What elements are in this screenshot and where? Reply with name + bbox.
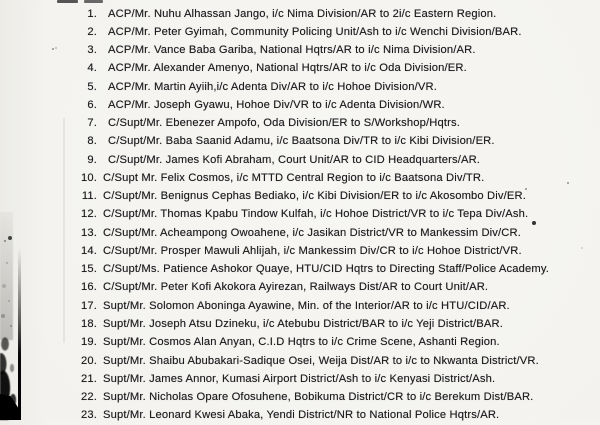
line-text: C/Supt/Mr. James Kofi Abraham, Court Unit/AR to CID Headquarters/AR.: [108, 153, 481, 166]
list-item: [0, 333, 600, 351]
line-number: 12.: [80, 208, 97, 221]
list-item: [0, 78, 600, 96]
list-item: [0, 151, 600, 169]
line-number: 8.: [87, 135, 97, 148]
line-text: Supt/Mr. Solomon Aboninga Ayawine, Min. of the Interior/AR to i/c HTU/CID/AR.: [103, 299, 510, 312]
line-number: 3.: [87, 44, 97, 57]
list-item: [0, 352, 600, 370]
line-text: C/Supt/Mr. Prosper Mawuli Ahlijah, i/c Mankessim Div/CR to i/c Hohoe District/VR.: [103, 244, 522, 257]
list-item: [0, 132, 600, 150]
line-text: Supt/Mr. James Annor, Kumasi Airport District/Ash to i/c Kenyasi District/Ash.: [103, 372, 496, 385]
line-number: 17.: [80, 299, 97, 312]
line-number: 2.: [87, 25, 97, 38]
line-number: 10.: [80, 171, 97, 184]
list-item: [0, 260, 600, 278]
line-number: 11.: [81, 190, 97, 203]
list-item: [0, 96, 600, 114]
line-text: C/Supt/Mr. Peter Kofi Akokora Ayirezan, Railways Dist/AR to Court Unit/AR.: [103, 281, 489, 294]
list-item: [0, 278, 600, 296]
list-item: [0, 187, 600, 205]
line-number: 16.: [80, 281, 97, 294]
list-item: [0, 169, 600, 187]
list-item: [0, 406, 600, 424]
line-text: Supt/Mr. Joseph Atsu Dzineku, i/c Atebubu District/BAR to i/c Yeji District/BAR.: [103, 318, 503, 331]
list-item: [0, 41, 600, 59]
line-text: ACP/Mr. Joseph Gyawu, Hohoe Div/VR to i/c Adenta Division/WR.: [108, 98, 445, 111]
line-text: C/Supt/Mr. Benignus Cephas Bediako, i/c Kibi Division/ER to i/c Akosombo Div/ER.: [103, 190, 527, 203]
line-number: 15.: [80, 263, 97, 276]
line-text: Supt/Mr. Nicholas Opare Ofosuhene, Bobikuma District/CR to i/c Berekum Dist/BAR.: [103, 391, 534, 404]
line-number: 7.: [87, 117, 97, 130]
line-text: C/Supt/Mr. Thomas Kpabu Tindow Kulfah, i/c Hohoe District/VR to i/c Tepa Div/Ash.: [103, 208, 529, 221]
line-text: ACP/Mr. Martin Ayiih,i/c Adenta Div/AR to i/c Hohoe Division/VR.: [108, 80, 437, 93]
list-item: [0, 5, 600, 23]
line-text: C/Supt/Mr. Ebenezer Ampofo, Oda Division/ER to S/Workshop/Hqtrs.: [108, 117, 460, 130]
line-text: C/Supt/Mr. Acheampong Owoahene, i/c Jasikan District/VR to Mankessim Div/CR.: [103, 226, 522, 239]
line-number: 4.: [87, 62, 97, 75]
line-text: Supt/Mr. Leonard Kwesi Abaka, Yendi District/NR to National Police Hqtrs/AR.: [103, 409, 500, 422]
line-number: 1.: [87, 7, 97, 20]
line-number: 18.: [80, 318, 97, 331]
line-number: 22.: [80, 391, 97, 404]
line-text: Supt/Mr. Shaibu Abubakari-Sadique Osei, Weija Dist/AR to i/c to Nkwanta District/VR.: [103, 354, 539, 367]
line-number: 20.: [80, 354, 97, 367]
list-item: [0, 224, 600, 242]
list-item: [0, 370, 600, 388]
line-number: 5.: [87, 80, 97, 93]
line-number: 6.: [87, 98, 97, 111]
list-item: [0, 114, 600, 132]
list-item: [0, 23, 600, 41]
line-text: C/Supt/Ms. Patience Ashokor Quaye, HTU/CID Hqtrs to Directing Staff/Police Academy.: [103, 263, 550, 276]
line-number: 13.: [80, 226, 97, 239]
list-item: [0, 205, 600, 223]
line-number: 21.: [80, 372, 97, 385]
list-item: [0, 297, 600, 315]
line-number: 9.: [87, 153, 97, 166]
list-item: [0, 388, 600, 406]
line-text: C/Supt Mr. Felix Cosmos, i/c MTTD Central Region to i/c Baatsona Div/TR.: [103, 171, 485, 184]
line-text: ACP/Mr. Peter Gyimah, Community Policing Unit/Ash to i/c Wenchi Division/BAR.: [108, 25, 522, 38]
line-number: 14.: [80, 244, 97, 257]
line-number: 19.: [80, 336, 97, 349]
list-item: [0, 59, 600, 77]
line-text: C/Supt/Mr. Baba Saanid Adamu, i/c Baatsona Div/TR to i/c Kibi Division/ER.: [108, 135, 495, 148]
line-number: 23.: [80, 409, 97, 422]
line-text: ACP/Mr. Nuhu Alhassan Jango, i/c Nima Division/AR to 2i/c Eastern Region.: [108, 7, 497, 20]
line-text: ACP/Mr. Alexander Amenyo, National Hqtrs/AR to i/c Oda Division/ER.: [108, 62, 467, 75]
line-text: ACP/Mr. Vance Baba Gariba, National Hqtrs/AR to i/c Nima Division/AR.: [108, 44, 476, 57]
list-item: [0, 315, 600, 333]
line-text: Supt/Mr. Cosmos Alan Anyan, C.I.D Hqtrs to i/c Crime Scene, Ashanti Region.: [103, 336, 500, 349]
list-item: [0, 242, 600, 260]
